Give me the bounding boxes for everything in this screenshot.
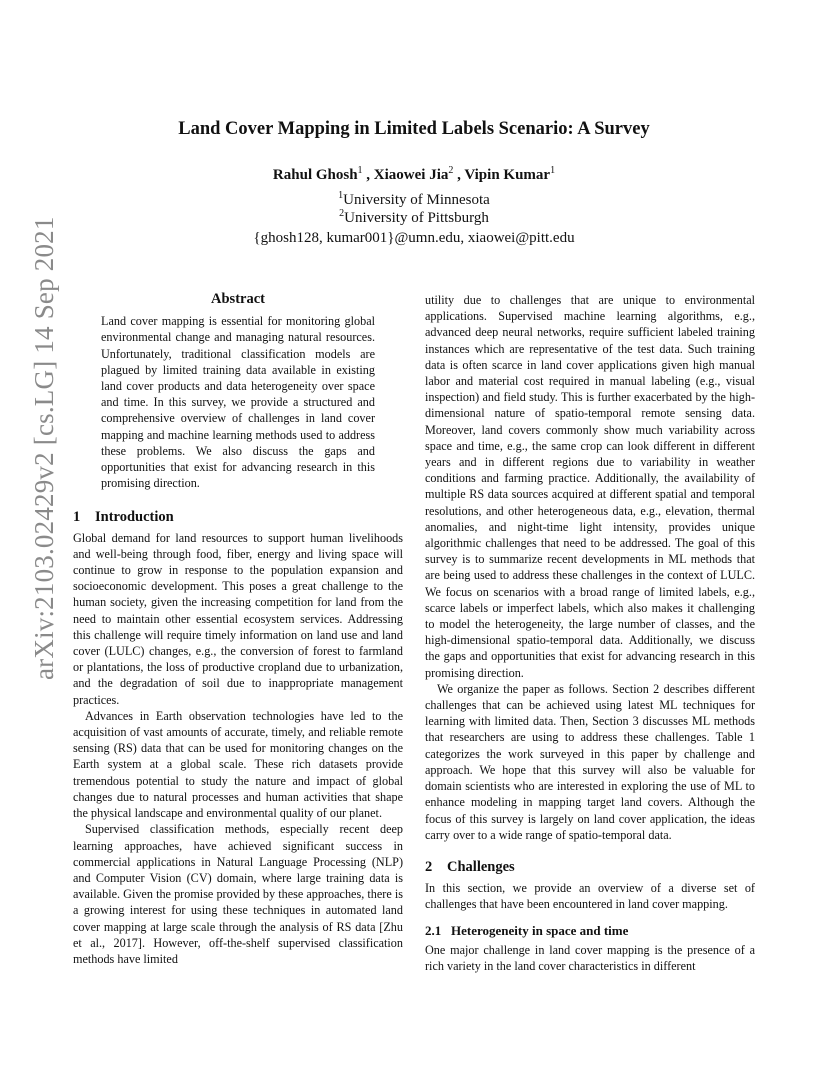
abstract-text: Land cover mapping is essential for monitoring global environmental change and managing natural resources. Unfortunately, traditional classification models are plagued by limited training data available in existing land cover products and data heterogeneity over space and time. In this survey, we provide a structured and comprehensive overview of challenges in land cover mapping and machine learning methods used to address these problems. We also discuss the gaps and opportunities that exist for advancing research in this promising direction. [101, 314, 375, 491]
author-affiliation-mark: 2 [448, 165, 454, 176]
affiliation [0, 190, 828, 209]
author-list [0, 165, 828, 184]
body-paragraph: utility due to challenges that are unique to environmental applications. Supervised machine learning algorithms, e.g., advanced deep neural networks, require sufficient labeled training instances which are representative of the test data. Such training data is often scarce in land cover applications given high manual labor and material cost required in manual labeling (e.g., visual inspection) and field study. This is further exacerbated by the high-dimensional nature of spatio-temporal remote sensing data. Moreover, land covers commonly show much variability across space and time, e.g., the same crop can look different in different years and in different regions due to variability in weather conditions and farming practice. Additionally, the availability of multiple RS data sources acquired at different spatial and temporal resolutions, and other heterogeneous data, e.g., elevation, thermal anomalies, and night-time light intensity, provides unique algorithmic challenges that need to be addressed. The goal of this survey is to summarize recent developments in ML methods that are being used to address these challenges in the context of LULC. We focus on scenarios with a broad range of limited labels, e.g., scarce labels or imperfect labels, which also makes it challenging to model the heterogeneity, the large number of classes, and the high-dimensional spatio-temporal data. Additionally, we discuss the gaps and opportunities that exist for advancing research in this promising direction. [425, 293, 755, 680]
body-paragraph: One major challenge in land cover mapping is the presence of a rich variety in the land cover characteristics in different [425, 942, 755, 973]
subsection-title: Heterogeneity in space and time [451, 922, 629, 938]
author-separator: , [362, 167, 374, 183]
author-emails: {ghosh128, kumar001}@umn.edu, xiaowei@pitt.edu [253, 230, 575, 246]
author-affiliation-mark: 1 [357, 165, 363, 176]
subsection-heading-heterogeneity [425, 923, 755, 939]
right-column [425, 292, 755, 974]
body-paragraph: Supervised classification methods, especially recent deep learning approaches, have achieved significant success in commercial applications in Natural Language Processing (NLP) and Computer Vision (CV) domain, where large training data is available. Given the promise provided by these approaches, there is a growing interest for using these techniques in automated land cover mapping at large scale through the analysis of RS data [Zhu et al., 2017]. However, off-the-shelf supervised classification methods have limited [73, 822, 403, 966]
body-paragraph: We organize the paper as follows. Section 2 describes different challenges that can be achieved using latest ML techniques for learning with limited data. Then, Section 3 discusses ML methods that researchers are using to address these challenges. Table 1 categorizes the work surveyed in this paper by challenge and approach. We hope that this survey will also be valuable for domain scientists who are interested in exploring the use of ML to enhance modeling in mapping target land covers. Although the focus of this survey is largely on land cover application, the ideas carry over to a wide range of spatio-temporal data. [425, 681, 755, 842]
affiliation [0, 208, 828, 227]
section-heading-introduction [73, 509, 403, 525]
section-number: 2 [425, 858, 433, 875]
left-column [73, 291, 403, 967]
body-paragraph: Global demand for land resources to support human livelihoods and well-being through food, fiber, energy and living space will continue to grow in response to the population expansion and socioeconomic development. This poses a great challenge to the human society, given the increasing competition for land from the need to maintain other essential ecosystem services. Addressing this challenge will require timely information on land use and land cover (LULC) changes, e.g., the conversion of forest to farmland or plantations, the loss of productive cropland due to urbanization, and the degradation of soil due to inappropriate management practices. [73, 530, 403, 707]
author-affiliation-mark: 1 [550, 165, 556, 176]
paper-title: Land Cover Mapping in Limited Labels Scenario: A Survey [178, 119, 650, 139]
affiliation-name: University of Pittsburgh [344, 210, 489, 226]
section-number: 1 [73, 509, 81, 526]
body-paragraph: Advances in Earth observation technologies have led to the acquisition of vast amounts of accurate, timely, and reliable remote sensing (RS) data that can be used for monitoring changes on the Earth system at a global scale. These rich datasets provide tremendous potential to study the nature and impact of global changes due to natural processes and human activities that shape the physical landscape and environmental quality of our planet. [73, 708, 403, 821]
affiliation-mark: 1 [338, 190, 344, 201]
affiliation-name: University of Minnesota [343, 192, 490, 208]
subsection-number: 2.1 [425, 922, 442, 938]
arxiv-identifier-stamp: arXiv:2103.02429v2 [cs.LG] 14 Sep 2021 [29, 216, 59, 680]
abstract-section [73, 291, 403, 491]
author-name: Vipin Kumar [464, 167, 551, 183]
section-heading-challenges [425, 859, 755, 875]
abstract-heading: Abstract [211, 291, 265, 307]
author-name: Rahul Ghosh [272, 167, 358, 183]
section-title: Introduction [95, 509, 174, 526]
author-name: Xiaowei Jia [373, 167, 449, 183]
author-separator: , [453, 167, 465, 183]
body-paragraph: In this section, we provide an overview of a diverse set of challenges that have been encountered in land cover mapping. [425, 881, 755, 912]
section-title: Challenges [447, 858, 515, 875]
affiliation-mark: 2 [339, 208, 345, 219]
